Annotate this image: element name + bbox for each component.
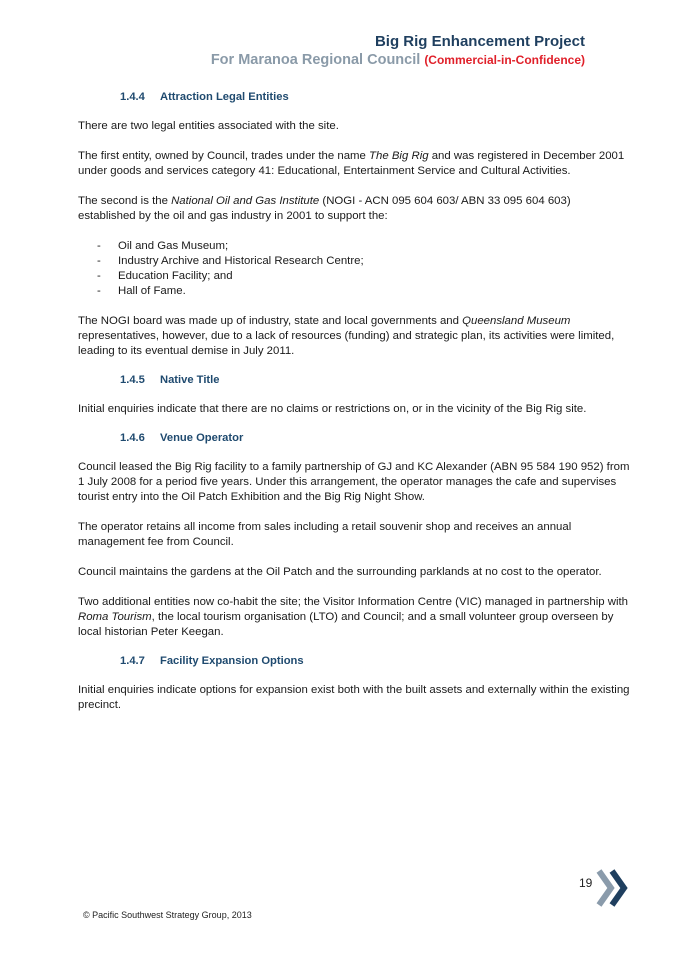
- list-item: - Oil and Gas Museum;: [78, 239, 630, 254]
- section-title: Native Title: [160, 374, 220, 386]
- section-heading-1-4-7: [120, 654, 630, 669]
- paragraph: There are two legal entities associated with the site.: [78, 120, 339, 132]
- section-title: Venue Operator: [160, 432, 244, 444]
- support-list: [78, 239, 630, 299]
- paragraph: The second is the National Oil and Gas Institute (NOGI - ACN 095 604 603/ ABN 33 095 604 603) established by the oil and gas industry in 2001 to support the:: [78, 195, 571, 222]
- list-item: - Education Facility; and: [78, 269, 630, 284]
- page-number: 19: [579, 876, 593, 890]
- list-item: - Industry Archive and Historical Research Centre;: [78, 254, 630, 269]
- list-item: - Hall of Fame.: [78, 284, 630, 299]
- paragraph: Council leased the Big Rig facility to a family partnership of GJ and KC Alexander (ABN 95 584 190 952) from 1 July 2008 for a period five years. Under this arrangement, the operator manages the cafe and supervises tourist entry into the Oil Patch Exhibition and the Big Rig Night Show.: [78, 461, 630, 503]
- section-number: 1.4.4: [120, 91, 145, 103]
- copyright-notice: © Pacific Southwest Strategy Group, 2013: [83, 910, 252, 920]
- confidentiality-label: (Commercial-in-Confidence): [424, 53, 585, 67]
- section-heading-1-4-6: [120, 431, 630, 446]
- double-chevron-right-icon: [596, 868, 632, 908]
- document-body: [78, 90, 630, 713]
- paragraph: The first entity, owned by Council, trades under the name The Big Rig and was registered in December 2001 under goods and services category 41: Educational, Entertainment Service and Cultural Activities.: [78, 150, 625, 177]
- section-number: 1.4.6: [120, 432, 145, 444]
- paragraph: Initial enquiries indicate options for expansion exist both with the built assets and externally within the existing precinct.: [78, 684, 630, 711]
- document-header: [211, 33, 585, 69]
- section-number: 1.4.7: [120, 655, 145, 667]
- section-number: 1.4.5: [120, 374, 145, 386]
- paragraph: The operator retains all income from sales including a retail souvenir shop and receives an annual management fee from Council.: [78, 521, 572, 548]
- section-title: Facility Expansion Options: [160, 655, 304, 667]
- paragraph: The NOGI board was made up of industry, state and local governments and Queensland Museum representatives, however, due to a lack of resources (funding) and strategic plan, its activities were limited, leading to its eventual demise in July 2011.: [78, 315, 615, 357]
- client-name: For Maranoa Regional Council: [210, 52, 421, 68]
- section-title: Attraction Legal Entities: [160, 91, 289, 103]
- paragraph: Two additional entities now co-habit the site; the Visitor Information Centre (VIC) managed in partnership with Roma Tourism, the local tourism organisation (LTO) and Council; and a small volunteer group overseen by local historian Peter Keegan.: [78, 596, 628, 638]
- section-heading-1-4-5: [120, 373, 630, 388]
- paragraph: Initial enquiries indicate that there are no claims or restrictions on, or in the vicinity of the Big Rig site.: [78, 403, 587, 415]
- project-title: Big Rig Enhancement Project: [374, 33, 585, 50]
- paragraph: Council maintains the gardens at the Oil Patch and the surrounding parklands at no cost to the operator.: [78, 566, 602, 578]
- section-heading-1-4-4: [120, 90, 630, 105]
- project-subtitle: [211, 51, 585, 69]
